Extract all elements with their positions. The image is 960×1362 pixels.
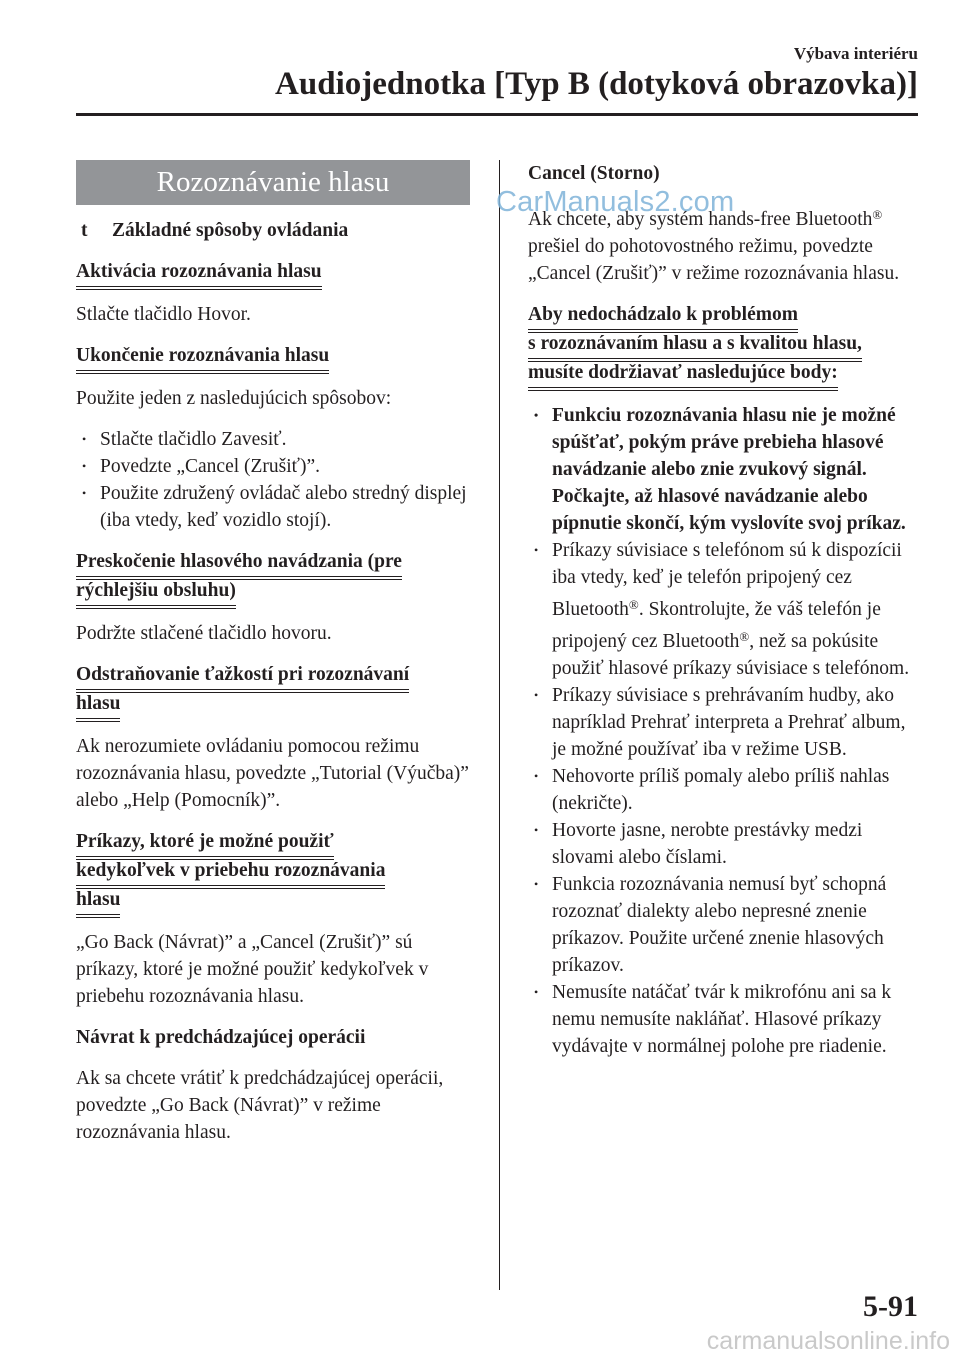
para-cancel-part-b: prešiel do pohotovostného režimu, povedzte „Cancel (Zrušiť)” v režime rozoznávania hlasu. [528,236,900,284]
heading-anytime [76,828,470,915]
heading-activation-text: Aktivácia rozoznávania hlasu [76,258,322,287]
heading-avoid-line3: musíte dodržiavať nasledujúce body: [528,359,838,388]
heading-anytime-line1: Príkazy, ktoré je možné použiť [76,828,334,857]
right-column [528,160,918,1074]
section-title [76,217,470,244]
header-rule [76,113,918,116]
list-item: • Príkazy súvisiace s prehrávaním hudby, ako napríklad Prehrať interpreta a Prehrať album, je možné používať iba v režime USB. [528,682,918,763]
left-column [76,160,470,1160]
end-methods-list [76,426,470,534]
watermark-top: CarManuals2.com [496,186,735,218]
section-banner: Rozoznávanie hlasu [76,160,470,205]
list-item [528,537,918,682]
heading-skip-line2: rýchlejšiu obsluhu) [76,577,236,606]
para-cancel-part-a: Ak chcete, aby systém hands-free Bluetooth [528,209,873,230]
para-skip: Podržte stlačené tlačidlo hovoru. [76,623,332,644]
header-section-label: Výbava interiéru [793,44,918,63]
heading-trouble-line2: hlasu [76,690,120,719]
para-back: Ak sa chcete vrátiť k predchádzajúcej operácii, povedzte „Go Back (Návrat)” v režime rozoznávania hlasu. [76,1068,444,1143]
phone-part-a: Príkazy súvisiace s telefónom sú k dispozícii iba vtedy, keď je telefón pripojený cez Bluetooth [552,540,902,620]
page-title: Audiojednotka [Typ B (dotyková obrazovka)] [275,66,918,102]
heading-avoid [528,301,918,388]
para-activation: Stlačte tlačidlo Hovor. [76,304,251,325]
heading-anytime-line2: kedykoľvek v priebehu rozoznávania [76,857,385,886]
phone-part-c: , než sa pokúsite použiť hlasové príkazy súvisiace s telefónom. [552,631,910,679]
registered-mark: ® [628,597,639,612]
list-item: • Stlačte tlačidlo Zavesiť. [76,426,470,453]
list-item: • Povedzte „Cancel (Zrušiť)”. [76,453,470,480]
heading-end [76,342,470,371]
heading-skip-line1: Preskočenie hlasového navádzania (pre [76,548,402,577]
section-title-text: Základné spôsoby ovládania [112,220,349,241]
heading-anytime-line3: hlasu [76,886,120,915]
watermark-bottom[interactable]: carmanualsonline.info [706,1327,950,1355]
list-item: • Funkcia rozoznávania nemusí byť schopná rozoznať dialekty alebo nepresné znenie príkazov. Použite určené znenie hlasových príkazov. [528,871,918,979]
column-divider [499,160,500,1290]
phone-part-b: . Skontrolujte, že váš telefón je pripojený cez Bluetooth [552,599,881,652]
list-item: • Hovorte jasne, nerobte prestávky medzi slovami alebo číslami. [528,817,918,871]
page-number: 5-91 [863,1290,918,1323]
para-anytime: „Go Back (Návrat)” a „Cancel (Zrušiť)” sú príkazy, ktoré je možné použiť kedykoľvek v priebehu rozoznávania hlasu. [76,932,429,1007]
heading-end-text: Ukončenie rozoznávania hlasu [76,342,329,371]
section-marker: t [81,220,88,241]
registered-mark: ® [872,207,883,222]
heading-avoid-line1: Aby nedochádzalo k problémom [528,301,798,330]
list-item: • Nemusíte natáčať tvár k mikrofónu ani sa k nemu nemusíte nakláňať. Hlasové príkazy vydávajte v normálnej polohe pre riadenie. [528,979,918,1060]
para-trouble: Ak nerozumiete ovládaniu pomocou režimu rozoznávania hlasu, povedzte „Tutorial (Výučba)” alebo „Help (Pomocník)”. [76,736,469,811]
heading-trouble [76,661,470,719]
heading-back: Návrat k predchádzajúcej operácii [76,1027,366,1048]
heading-avoid-line2: s rozoznávaním hlasu a s kvalitou hlasu, [528,330,862,359]
heading-activation [76,258,470,287]
heading-skip [76,548,470,606]
heading-trouble-line1: Odstraňovanie ťažkostí pri rozoznávaní [76,661,409,690]
registered-mark: ® [739,629,750,644]
list-item: • Funkciu rozoznávania hlasu nie je možné spúšťať, pokým práve prebieha hlasové navádzanie alebo znie zvukový signál. Počkajte, až hlasové navádzanie alebo pípnutie skončí, kým vyslovíte svoj príkaz. [528,402,918,537]
list-item: • Použite združený ovládač alebo stredný displej (iba vtedy, keď vozidlo stojí). [76,480,470,534]
tips-list [528,402,918,1060]
heading-cancel: Cancel (Storno) [528,163,660,184]
para-end: Použite jeden z nasledujúcich spôsobov: [76,388,392,409]
list-item: • Nehovorte príliš pomaly alebo príliš nahlas (nekričte). [528,763,918,817]
